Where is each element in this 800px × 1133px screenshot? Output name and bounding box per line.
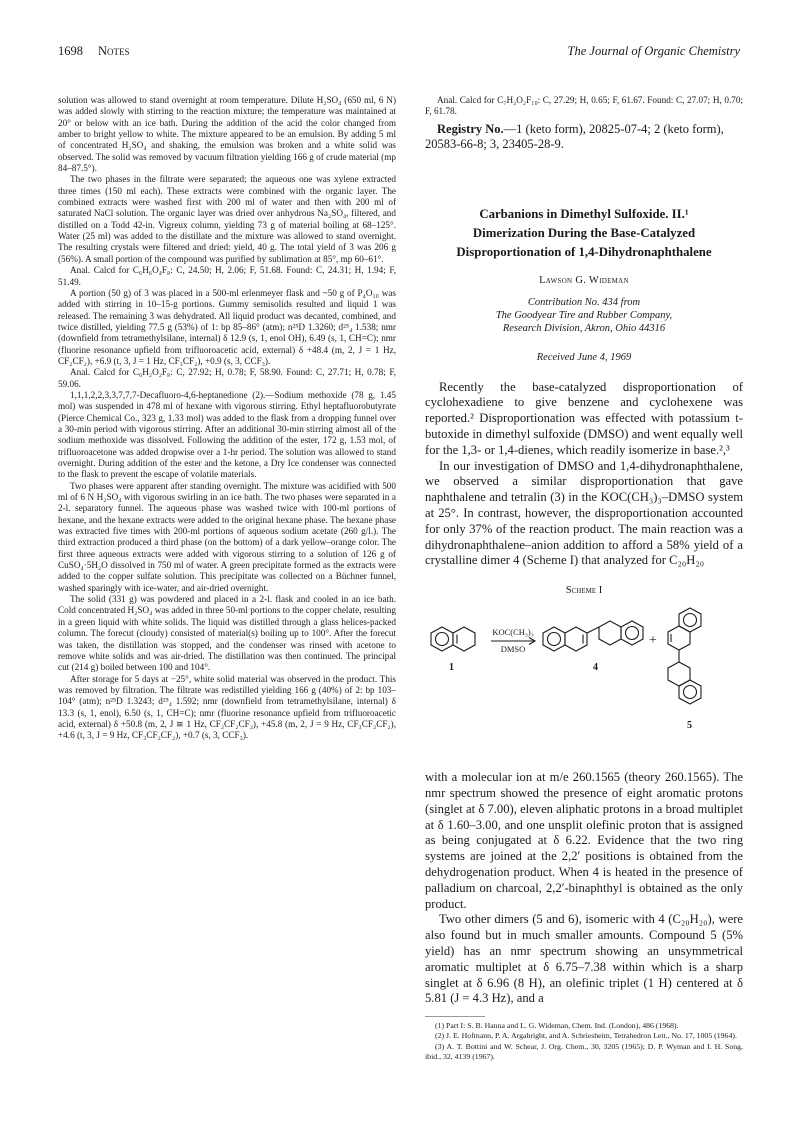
paragraph: Anal. Calcd for C₆H₂O₂F₈: C, 27.92; H, 0.78; F, 58.90. Found: C, 27.71; H, 0.78; F, 59.06.	[58, 367, 396, 389]
page-header	[58, 44, 740, 64]
section-label: Notes	[98, 44, 130, 58]
registry-label: Registry No.	[437, 121, 504, 136]
paragraph: Anal. Calcd for C₆H₆O₄F₈: C, 24.50; H, 2.06; F, 51.68. Found: C, 24.31; H, 1.94; F, 51.49.	[58, 265, 396, 287]
analysis-line: Anal. Calcd for C₇H₂O₂F₁₀: C, 27.29; H, 0.65; F, 61.67. Found: C, 27.07; H, 0.70; F, 61.78.	[425, 95, 743, 117]
paragraph: The two phases in the filtrate were separated; the aqueous one was xylene extracted three times (150 ml each). These extracts were combined with the organic layer. The combined extracts were washed first with 200 ml of water and then with 200 ml of saturated NaCl solution. The organic layer was dried over anhydrous Na₂SO₄, filtered, and distilled on a Todd 42-in. Vigreux column, yielding 73 g of material boiling at 68–125°. Water (25 ml) was added to the distillate and the mixture was allowed to stand overnight. The resulting crystals were filtered and dried: yield, 40 g. The total yield of 3 was 206 g (56%). A small portion of the compound was purified by sublimation at 85°, mp 60–61°.	[58, 174, 396, 264]
compound-5-label: 5	[687, 720, 692, 732]
plus-sign: +	[649, 633, 657, 649]
paragraph: Recently the base-catalyzed disproportionation of cyclohexadiene to give benzene and cyclohexene was reported.² Disproportionation was effected with potassium t-butoxide in dimethyl sulfoxide (DMSO) and went equally well for the 1,3- or 1,4-dienes, which readily isomerize in base.²,³	[425, 379, 743, 457]
paragraph: Two other dimers (5 and 6), isomeric with 4 (C₂₀H₂₀), were also found but in much smaller amounts. Compound 5 (5% yield) has an nmr spectrum showing an unsymmetrical aromatic multiplet at δ 6.75–7.38 within which is a sharp singlet at δ 6.96 (8 H), an olefinic triplet (1 H) centered at δ 5.81 (J = 4.3 Hz), and a	[425, 912, 743, 1006]
paragraph: Two phases were apparent after standing overnight. The mixture was acidified with 500 ml of 6 N H₂SO₄ with vigorous swirling in an ice bath. The two phases were separated in a 2-l. separatory funnel. The aqueous phase was washed twice with 100-ml portions of hexane, and the hexane extracts were added to the original hexane phase. The hexane phase was extracted five times with 200-ml portions of aqueous sodium acetate (260 g/l.). The third extraction produced a third phase (on the bottom) of a dark yellow–orange color. The first three aqueous extracts were added with vigorous stirring to a solution of 126 g of CuSO₄·5H₂O dissolved in 750 ml of water. A green precipitate formed as the extracts were added to the copper sulfate solution. This precipitate was collected on a Büchner funnel, washed sparingly with ice-water, and air-dried overnight.	[58, 480, 396, 593]
compound-5-structure	[668, 608, 701, 704]
reagent-bottom: DMSO	[500, 644, 526, 655]
title-line: Disproportionation of 1,4-Dihydronaphthalene	[456, 244, 712, 259]
paragraph: 1,1,1,2,2,3,3,7,7,7-Decafluoro-4,6-heptanedione (2).—Sodium methoxide (78 g, 1.45 mol) was suspended in 478 ml of hexane with vigorous stirring. Ethyl heptafluorobutyrate (Pierce Chemical Co., 323 g, 1.33 mol) was added to the flask from a dropping funnel over a 30-min period with vigorous stirring. After an additional 30-min stirring almost all of the sodium methoxide was dissolved. Following the addition of the ester, 172 g, 1.53 mol, of trifluoroacetone was added dropwise over a 1-hr period. The solution was allowed to stand overnight. During addition of the ester and the ketone, a Dry Ice condenser was connected to the flask to prevent the escape of volatile materials.	[58, 389, 396, 480]
paragraph: After storage for 5 days at −25°, white solid material was observed in the product. This was removed by filtration. The filtrate was redistilled yielding 166 g (40%) of 2: bp 103–104° (atm); n²⁵D 1.3243; d²⁵₄ 1.592; nmr (downfield from tetramethylsilane, internal) δ 13.3 (s, 1, enol), 6.50 (s, 1, CH=C); nmr (fluorine resonance upfield from trifluoroacetic acid, external) δ +50.8 (m, 2, J ≅ 1 Hz, CF₂CF₂CF₂), +45.8 (m, 2, J = 9 Hz, CF₃CF₂CF₂), +4.6 (t, 3, J = 9 Hz, CF₃CF₂CF₂), +0.7 (s, 3, CCF₃).	[58, 673, 396, 741]
paragraph: solution was allowed to stand overnight at room temperature. Dilute H₂SO₄ (650 ml, 6 N) was added slowly with stirring to the reaction mixture; the temperature was maintained at 20° or below with an ice bath. During the addition of the acid the color changed from amber to bright yellow to white. The mixture appeared to be an emulsion. By adding 5 ml of concentrated H₂SO₄ and shaking, the emulsion was broken and a white solid was observed. The solid was removed by vacuum filtration yielding 166 g of crude material (mp 84–87.5°).	[58, 95, 396, 174]
affiliation	[425, 296, 743, 335]
registry-text: —1 (keto form), 20825-07-4; 2 (keto form), 20583-66-8; 3, 23405-28-9.	[425, 121, 724, 152]
footnote: (1) Part I: S. B. Hanna and L. G. Wideman, Chem. Ind. (London), 486 (1968).	[435, 1021, 679, 1031]
compound-1-structure	[431, 627, 475, 651]
scheme-label: Scheme I	[565, 585, 603, 597]
paragraph: The solid (331 g) was powdered and placed in a 2-l. flask and cooled in an ice bath. Cold concentrated H₂SO₄ was added in three 50-ml portions to the copper chelate, resulting in a green liquid with white solids. The liquid was distilled through a glass helices-packed column. The forecut (cloudy) consisted of material(s) boiling up to 100°. After the forecut was taken, the distillation was stopped, and the condenser was rinsed with acetone to remove white solids and was air-dried. The distillation was then continued. The principal cut (214 g) boiled between 100 and 104°.	[58, 594, 396, 673]
paragraph: In our investigation of DMSO and 1,4-dihydronaphthalene, we observed a similar disproportionation that gave naphthalene and tetralin (3) in the KOC(CH₃)₃–DMSO system at 25°. In contrast, however, the disproportionation accounted for only 37% of the reaction product. The main reaction was a dihydronaphthalene–anion addition to afford a 58% yield of a crystalline dimer 4 (Scheme I) that analyzed for C₂₀H₂₀	[425, 458, 743, 568]
compound-4-label: 4	[593, 662, 598, 674]
compound-1-label: 1	[449, 662, 454, 674]
paragraph: A portion (50 g) of 3 was placed in a 500-ml erlenmeyer flask and ~50 g of P₄O₁₀ was added with stirring in 10–15-g portions. Gummy semisolids resulted and liquid 1 was released. The remaining 3 was dehydrated. All liquid product was decanted, combined, and twice distilled, yielding 77.5 g (53%) of 1: bp 85–86° (atm); n²⁵D 1.3260; d²⁵₄ 1.538; nmr (downfield from tetramethylsilane, internal) δ 12.9 (s, 1, enol OH), 6.49 (s, 1, CH=C); nmr (fluorine resonance upfield from trifluoroacetic acid, external) δ +48.4 (m, 2, J = 1 Hz, CF₂CF₂), +6.9 (t, 3, J = 1 Hz, CF₃CF₂), +0.9 (s, 3, CCF₃).	[58, 287, 396, 366]
journal-name: The Journal of Organic Chemistry	[567, 44, 740, 58]
article-body	[425, 380, 743, 570]
affiliation-line: Research Division, Akron, Ohio 44316	[502, 322, 666, 334]
affiliation-line: The Goodyear Tire and Rubber Company,	[495, 309, 673, 321]
footnotes	[425, 1016, 743, 1062]
footnote-rule	[425, 1016, 485, 1017]
title-line: Dimerization During the Base-Catalyzed	[472, 225, 696, 240]
affiliation-line: Contribution No. 434 from	[527, 296, 641, 308]
registry-numbers	[425, 122, 743, 153]
reagent-top: KOC(CH₃)₃	[492, 627, 534, 638]
reaction-scheme	[425, 604, 743, 764]
compound-4-structure	[543, 621, 643, 651]
title-line: Carbanions in Dimethyl Sulfoxide. II.¹	[479, 206, 689, 221]
right-column	[425, 95, 743, 1062]
scheme-drawing	[425, 604, 743, 764]
footnote: (3) A. T. Bottini and W. Schear, J. Org. Chem., 30, 3205 (1965); D. P. Wyman and I. H. Song, ibid., 32, 4139 (1967).	[425, 1041, 743, 1061]
paragraph: with a molecular ion at m/e 260.1565 (theory 260.1565). The nmr spectrum showed the presence of eight aromatic protons (singlet at δ 7.00), eleven aliphatic protons in a broad multiplet at δ 1.60–3.00, and one unsplit olefinic proton that is assigned as being conjugated at δ 6.22. Evidence that the two ring systems are joined at the 2,2′ positions is obtained from the dehydrogenation product. When 4 is heated in the presence of palladium on charcoal, 2,2′-binaphthyl is obtained as the only product.	[425, 770, 743, 911]
article-title	[425, 205, 743, 262]
received-date: Received June 4, 1969	[536, 351, 632, 363]
footnote: (2) J. E. Hofmann, P. A. Argabright, and A. Schriesheim, Tetrahedron Lett., No. 17, 1005 (1964).	[435, 1031, 737, 1041]
page-number: 1698	[58, 44, 83, 58]
author-name: Lawson G. Wideman	[539, 274, 629, 286]
article-body-continued	[425, 770, 743, 1007]
left-column	[58, 95, 396, 742]
